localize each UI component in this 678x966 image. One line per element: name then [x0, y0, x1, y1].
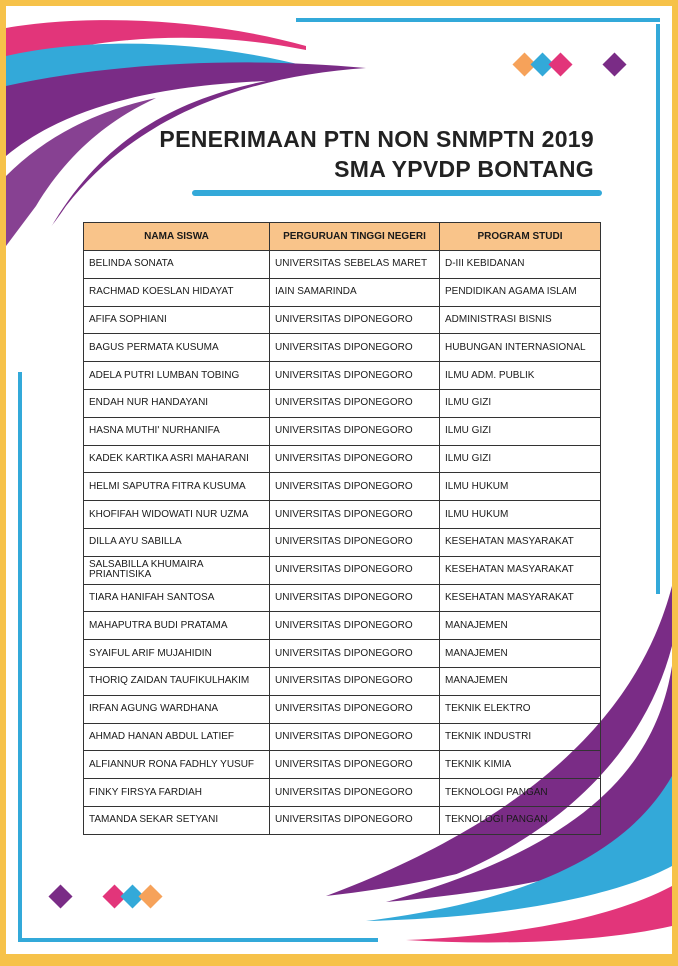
- table-row: [84, 362, 601, 390]
- cell-program-studi: MANAJEMEN: [440, 667, 601, 695]
- cell-nama-siswa: AHMAD HANAN ABDUL LATIEF: [84, 723, 270, 751]
- cell-perguruan-tinggi: UNIVERSITAS DIPONEGORO: [270, 334, 440, 362]
- cell-nama-siswa: ADELA PUTRI LUMBAN TOBING: [84, 362, 270, 390]
- table-row: [84, 667, 601, 695]
- cell-program-studi: KESEHATAN MASYARAKAT: [440, 528, 601, 556]
- cell-nama-siswa: IRFAN AGUNG WARDHANA: [84, 695, 270, 723]
- column-header-ptn: PERGURUAN TINGGI NEGERI: [270, 223, 440, 251]
- cell-nama-siswa: SALSABILLA KHUMAIRA PRIANTISIKA: [84, 556, 270, 584]
- table-row: [84, 417, 601, 445]
- cell-perguruan-tinggi: UNIVERSITAS DIPONEGORO: [270, 723, 440, 751]
- cell-program-studi: TEKNIK INDUSTRI: [440, 723, 601, 751]
- cell-perguruan-tinggi: UNIVERSITAS DIPONEGORO: [270, 501, 440, 529]
- cell-perguruan-tinggi: UNIVERSITAS DIPONEGORO: [270, 528, 440, 556]
- cell-perguruan-tinggi: UNIVERSITAS DIPONEGORO: [270, 667, 440, 695]
- table-row: [84, 445, 601, 473]
- cell-perguruan-tinggi: UNIVERSITAS DIPONEGORO: [270, 751, 440, 779]
- cell-perguruan-tinggi: UNIVERSITAS SEBELAS MARET: [270, 251, 440, 279]
- cell-program-studi: MANAJEMEN: [440, 640, 601, 668]
- cell-program-studi: ILMU GIZI: [440, 389, 601, 417]
- table-row: [84, 334, 601, 362]
- cell-nama-siswa: TIARA HANIFAH SANTOSA: [84, 584, 270, 612]
- cell-perguruan-tinggi: UNIVERSITAS DIPONEGORO: [270, 417, 440, 445]
- table-row: [84, 528, 601, 556]
- cell-nama-siswa: TAMANDA SEKAR SETYANI: [84, 806, 270, 834]
- table-row: [84, 584, 601, 612]
- cell-program-studi: KESEHATAN MASYARAKAT: [440, 556, 601, 584]
- table-row: [84, 779, 601, 807]
- table-row: [84, 306, 601, 334]
- table-row: [84, 501, 601, 529]
- table-row: [84, 640, 601, 668]
- table-row: [84, 751, 601, 779]
- cell-program-studi: HUBUNGAN INTERNASIONAL: [440, 334, 601, 362]
- student-table: [83, 222, 601, 835]
- table-row: [84, 473, 601, 501]
- cell-program-studi: TEKNIK KIMIA: [440, 751, 601, 779]
- cell-nama-siswa: BAGUS PERMATA KUSUMA: [84, 334, 270, 362]
- page-title: [159, 124, 594, 184]
- column-header-prodi: PROGRAM STUDI: [440, 223, 601, 251]
- table-row: [84, 695, 601, 723]
- cell-nama-siswa: FINKY FIRSYA FARDIAH: [84, 779, 270, 807]
- cell-program-studi: ILMU GIZI: [440, 445, 601, 473]
- table-row: [84, 278, 601, 306]
- cell-nama-siswa: KHOFIFAH WIDOWATI NUR UZMA: [84, 501, 270, 529]
- cell-program-studi: ILMU ADM. PUBLIK: [440, 362, 601, 390]
- cell-perguruan-tinggi: UNIVERSITAS DIPONEGORO: [270, 445, 440, 473]
- cell-nama-siswa: RACHMAD KOESLAN HIDAYAT: [84, 278, 270, 306]
- table-header-row: [84, 223, 601, 251]
- cell-perguruan-tinggi: UNIVERSITAS DIPONEGORO: [270, 473, 440, 501]
- cell-perguruan-tinggi: UNIVERSITAS DIPONEGORO: [270, 362, 440, 390]
- cell-nama-siswa: AFIFA SOPHIANI: [84, 306, 270, 334]
- cell-perguruan-tinggi: UNIVERSITAS DIPONEGORO: [270, 556, 440, 584]
- cell-program-studi: MANAJEMEN: [440, 612, 601, 640]
- cell-nama-siswa: THORIQ ZAIDAN TAUFIKULHAKIM: [84, 667, 270, 695]
- table-body: [84, 251, 601, 835]
- cell-nama-siswa: HELMI SAPUTRA FITRA KUSUMA: [84, 473, 270, 501]
- cell-program-studi: TEKNOLOGI PANGAN: [440, 806, 601, 834]
- cell-nama-siswa: SYAIFUL ARIF MUJAHIDIN: [84, 640, 270, 668]
- table-row: [84, 389, 601, 417]
- title-line-1: PENERIMAAN PTN NON SNMPTN 2019: [159, 126, 594, 152]
- table-row: [84, 723, 601, 751]
- cell-perguruan-tinggi: IAIN SAMARINDA: [270, 278, 440, 306]
- cell-nama-siswa: MAHAPUTRA BUDI PRATAMA: [84, 612, 270, 640]
- cell-nama-siswa: ENDAH NUR HANDAYANI: [84, 389, 270, 417]
- cell-perguruan-tinggi: UNIVERSITAS DIPONEGORO: [270, 806, 440, 834]
- cell-program-studi: ILMU HUKUM: [440, 501, 601, 529]
- table-row: [84, 251, 601, 279]
- cell-nama-siswa: HASNA MUTHI' NURHANIFA: [84, 417, 270, 445]
- cell-perguruan-tinggi: UNIVERSITAS DIPONEGORO: [270, 584, 440, 612]
- cell-nama-siswa: KADEK KARTIKA ASRI MAHARANI: [84, 445, 270, 473]
- cell-program-studi: TEKNIK ELEKTRO: [440, 695, 601, 723]
- cell-program-studi: ILMU HUKUM: [440, 473, 601, 501]
- cell-perguruan-tinggi: UNIVERSITAS DIPONEGORO: [270, 779, 440, 807]
- cell-program-studi: KESEHATAN MASYARAKAT: [440, 584, 601, 612]
- table-row: [84, 556, 601, 584]
- column-header-nama: NAMA SISWA: [84, 223, 270, 251]
- cell-program-studi: PENDIDIKAN AGAMA ISLAM: [440, 278, 601, 306]
- cell-perguruan-tinggi: UNIVERSITAS DIPONEGORO: [270, 640, 440, 668]
- cell-nama-siswa: BELINDA SONATA: [84, 251, 270, 279]
- title-underline: [192, 190, 602, 196]
- cell-program-studi: TEKNOLOGI PANGAN: [440, 779, 601, 807]
- cell-perguruan-tinggi: UNIVERSITAS DIPONEGORO: [270, 612, 440, 640]
- cell-perguruan-tinggi: UNIVERSITAS DIPONEGORO: [270, 306, 440, 334]
- cell-perguruan-tinggi: UNIVERSITAS DIPONEGORO: [270, 389, 440, 417]
- cell-perguruan-tinggi: UNIVERSITAS DIPONEGORO: [270, 695, 440, 723]
- cell-nama-siswa: DILLA AYU SABILLA: [84, 528, 270, 556]
- title-line-2: SMA YPVDP BONTANG: [334, 156, 594, 182]
- table-row: [84, 612, 601, 640]
- cell-program-studi: ADMINISTRASI BISNIS: [440, 306, 601, 334]
- cell-program-studi: ILMU GIZI: [440, 417, 601, 445]
- cell-program-studi: D-III KEBIDANAN: [440, 251, 601, 279]
- poster: [6, 6, 672, 954]
- table-row: [84, 806, 601, 834]
- cell-nama-siswa: ALFIANNUR RONA FADHLY YUSUF: [84, 751, 270, 779]
